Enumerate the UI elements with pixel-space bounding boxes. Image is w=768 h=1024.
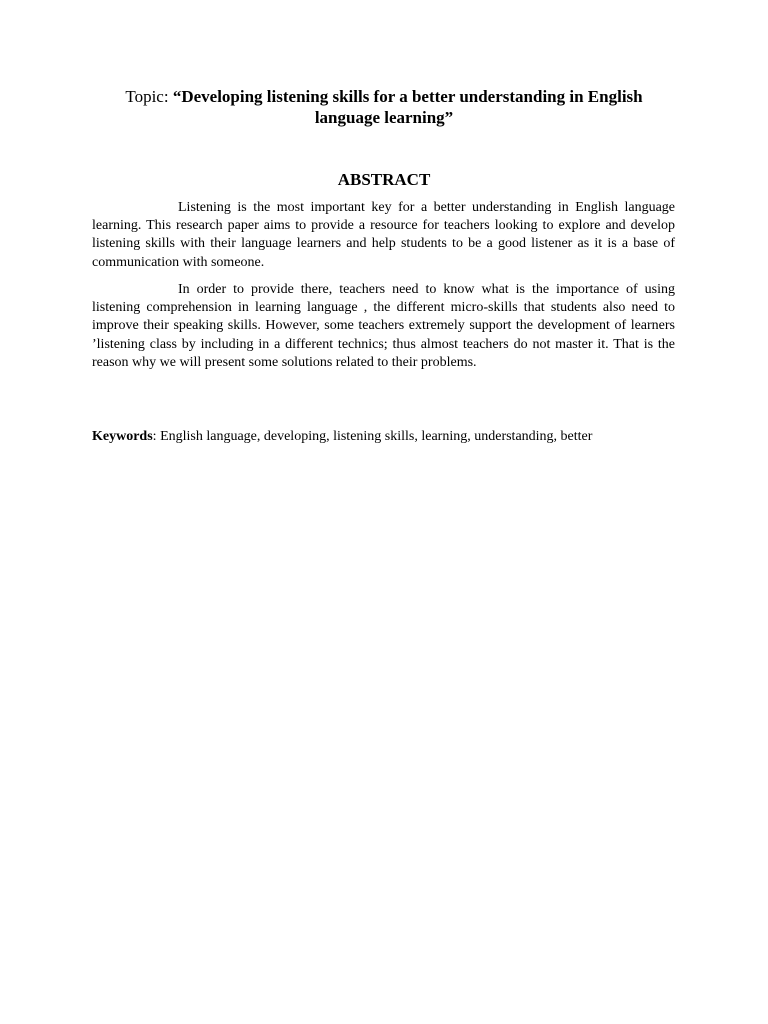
topic-prefix: Topic: xyxy=(125,87,173,106)
keywords-text: English language, developing, listening skills, learning, understanding, better xyxy=(160,429,593,444)
keywords-separator: : xyxy=(152,429,161,444)
keywords-label: Keywords xyxy=(92,429,153,444)
abstract-heading: ABSTRACT xyxy=(337,170,431,189)
document-title xyxy=(92,86,676,128)
topic-text: “Developing listening skills for a better understanding in English language learning” xyxy=(172,87,643,127)
abstract-paragraph xyxy=(92,281,675,372)
paragraph-text: Listening is the most important key for a better understanding in English language learning. This research paper aims to provide a resource for teachers looking to explore and develop listening skills with their language learners and help students to be a good listener as it is a base of communication with someone. xyxy=(92,200,675,270)
paragraph-text: In order to provide there, teachers need to know what is the importance of using listening comprehension in learning language , the different micro-skills that students also need to improve their speaking skills. However, some teachers extremely support the development of learners ’listening class by including in a different technics; thus almost teachers do not master it. That is the reason why we will present some solutions related to their problems. xyxy=(92,282,675,370)
abstract-paragraph xyxy=(92,199,675,272)
keywords-line xyxy=(92,428,692,446)
